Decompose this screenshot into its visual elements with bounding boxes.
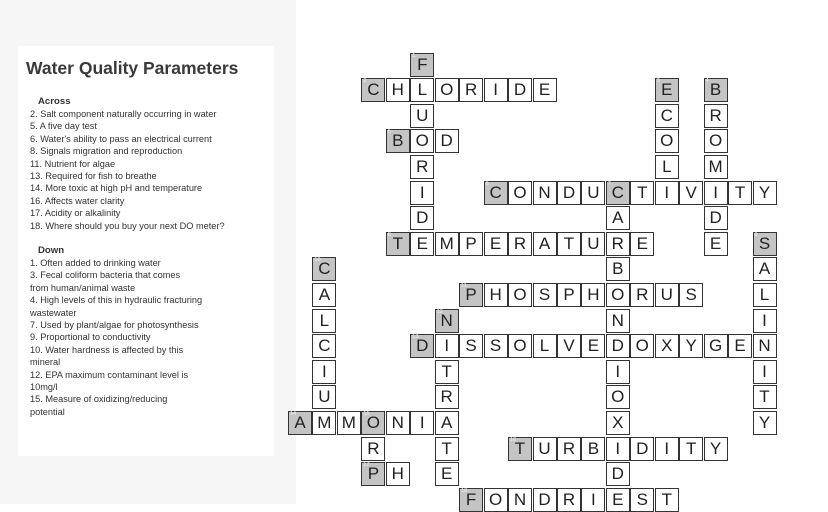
cell-letter: N: [538, 182, 551, 202]
cell-letter: C: [318, 336, 331, 356]
cell-letter: O: [660, 131, 674, 151]
cell-letter: D: [416, 336, 429, 356]
crossword-cell[interactable]: [484, 488, 508, 512]
across-clue: 2. Salt component naturally occurring in water: [30, 109, 217, 119]
crossword-cell[interactable]: [312, 334, 336, 358]
crossword-cell[interactable]: [508, 78, 532, 102]
cell-letter: E: [441, 464, 453, 484]
cell-letter: D: [562, 182, 576, 202]
crossword-cell[interactable]: [606, 385, 630, 409]
cell-letter: B: [587, 438, 600, 458]
crossword-cell[interactable]: [361, 411, 385, 435]
cell-letter: A: [294, 413, 306, 432]
crossword-cell[interactable]: [704, 129, 728, 153]
crossword-cell[interactable]: [557, 283, 581, 307]
crossword-cell[interactable]: [557, 181, 581, 205]
crossword-cell[interactable]: [410, 155, 434, 179]
cell-letter: N: [513, 489, 527, 509]
crossword-cell[interactable]: [484, 334, 508, 358]
crossword-cell[interactable]: [508, 437, 532, 461]
down-clue: 1. Often added to drinking water: [30, 258, 161, 268]
cell-letter: O: [488, 489, 503, 509]
crossword-cell[interactable]: [753, 360, 777, 384]
cell-letter: E: [636, 233, 648, 253]
cell-letter: I: [493, 80, 498, 100]
crossword-cell[interactable]: [459, 488, 483, 512]
cell-letter: R: [562, 489, 576, 509]
down-clue: 15. Measure of oxidizing/reducing potential: [30, 394, 168, 417]
crossword-cell[interactable]: [410, 104, 434, 128]
crossword-cell[interactable]: [288, 411, 312, 435]
clue-number: 3: [656, 78, 660, 85]
crossword-cell[interactable]: [753, 411, 777, 435]
crossword-cell[interactable]: [704, 206, 728, 230]
down-heading: Down: [38, 245, 65, 256]
cell-letter: V: [685, 182, 697, 202]
clue-number: 9: [754, 231, 758, 238]
crossword-cell[interactable]: [312, 309, 336, 333]
crossword-cell[interactable]: [312, 257, 336, 281]
cell-letter: P: [465, 233, 477, 253]
crossword-cell[interactable]: [655, 129, 679, 153]
crossword-cell[interactable]: [655, 104, 679, 128]
cell-letter: E: [734, 336, 746, 356]
cell-letter: X: [661, 336, 673, 356]
crossword-cell[interactable]: [606, 462, 630, 486]
crossword-cell[interactable]: [435, 232, 459, 256]
across-clue: 6. Water's ability to pass an electrical current: [30, 133, 212, 144]
crossword-cell[interactable]: [361, 437, 385, 461]
cell-letter: T: [441, 438, 452, 458]
cell-letter: M: [439, 233, 454, 253]
cell-letter: R: [611, 233, 624, 253]
cell-letter: U: [587, 182, 600, 202]
crossword-cell[interactable]: [655, 283, 679, 307]
cell-letter: I: [419, 413, 425, 432]
crossword-cell[interactable]: [410, 181, 434, 205]
crossword-cell[interactable]: [581, 181, 605, 205]
crossword-cell[interactable]: [679, 181, 703, 205]
crossword-cell[interactable]: [410, 206, 434, 230]
clue-number: 14: [290, 411, 297, 417]
across-clue: 8. Signals migration and reproduction: [30, 146, 183, 157]
crossword-cell[interactable]: [508, 488, 532, 512]
crossword-cell[interactable]: [459, 78, 483, 102]
cell-letter: V: [563, 336, 575, 356]
crossword-cell[interactable]: [361, 462, 385, 486]
crossword-cell[interactable]: [557, 488, 581, 512]
cell-letter: G: [708, 336, 723, 356]
crossword-cell[interactable]: [410, 334, 434, 358]
cell-letter: T: [734, 182, 746, 202]
across-clue: 16. Affects water clarity: [30, 195, 125, 206]
crossword-cell[interactable]: [630, 488, 654, 512]
crossword-cell[interactable]: [606, 488, 630, 512]
cell-letter: O: [611, 387, 625, 407]
crossword-cell[interactable]: [435, 437, 459, 461]
cell-letter: N: [611, 310, 624, 330]
cell-letter: B: [612, 259, 624, 279]
crossword-cell[interactable]: [410, 232, 434, 256]
crossword-cell[interactable]: [410, 78, 434, 102]
clue-number: 4: [705, 78, 709, 85]
cell-letter: N: [440, 310, 453, 330]
crossword-cell[interactable]: [704, 437, 728, 461]
crossword-cell[interactable]: [704, 155, 728, 179]
crossword-cell[interactable]: [386, 411, 410, 435]
crossword-cell[interactable]: [630, 283, 654, 307]
cell-letter: U: [416, 105, 429, 125]
crossword-cell[interactable]: [606, 411, 630, 435]
cell-letter: U: [318, 387, 331, 407]
cell-letter: O: [513, 182, 527, 202]
cell-letter: E: [612, 489, 624, 509]
crossword-cell[interactable]: [606, 257, 630, 281]
clue-number: 7: [607, 180, 611, 187]
crossword-cell[interactable]: [361, 78, 385, 102]
down-clue: 10. Water hardness is affected by this mineral: [30, 344, 184, 368]
crossword-cell[interactable]: [581, 334, 605, 358]
cell-letter: E: [416, 233, 428, 253]
crossword-cell[interactable]: [679, 437, 703, 461]
cell-letter: F: [465, 489, 477, 509]
crossword-cell[interactable]: [435, 129, 459, 153]
down-clue: 12. EPA maximum contaminant level is 10mg/l: [30, 369, 189, 393]
across-clue: 17. Acidity or alkalinity: [30, 208, 121, 219]
crossword-cell[interactable]: [484, 181, 508, 205]
cell-letter: H: [489, 285, 502, 304]
crossword-cell[interactable]: [459, 232, 483, 256]
cell-letter: U: [538, 438, 551, 458]
cell-letter: L: [319, 310, 330, 330]
clue-number: 17: [363, 462, 370, 469]
down-clue: 4. High levels of this in hydraulic fracturing wastewater: [30, 295, 203, 318]
crossword-cell[interactable]: [484, 232, 508, 256]
across-clue: 11. Nutrient for algae: [30, 158, 116, 169]
crossword-cell[interactable]: [435, 78, 459, 102]
cell-letter: C: [367, 80, 380, 100]
crossword-cell[interactable]: [753, 181, 777, 205]
cell-letter: F: [417, 54, 428, 74]
cell-letter: I: [591, 489, 596, 509]
cell-letter: M: [708, 157, 723, 176]
cell-letter: Y: [758, 413, 771, 432]
cell-letter: C: [660, 105, 673, 125]
cell-letter: P: [465, 285, 477, 304]
crossword-cell[interactable]: [312, 411, 336, 435]
crossword-cell[interactable]: [557, 232, 581, 256]
cell-letter: S: [465, 336, 477, 356]
cell-letter: D: [416, 208, 429, 228]
cell-letter: B: [709, 80, 722, 100]
cell-letter: O: [366, 413, 380, 432]
cell-letter: Y: [709, 438, 722, 458]
crossword-cell[interactable]: [753, 232, 777, 256]
cell-letter: D: [538, 489, 551, 509]
crossword-cell[interactable]: [435, 360, 459, 384]
down-clue: 9. Proportional to conductivity: [30, 332, 151, 343]
cell-letter: I: [762, 310, 767, 330]
crossword-cell[interactable]: [655, 334, 679, 358]
cell-letter: S: [538, 285, 551, 304]
cell-letter: N: [391, 413, 404, 432]
crossword-cell[interactable]: [533, 334, 557, 358]
cell-letter: Y: [758, 182, 771, 202]
crossword-cell[interactable]: [581, 488, 605, 512]
cell-letter: M: [341, 413, 356, 432]
cell-letter: D: [709, 208, 722, 228]
crossword-cell[interactable]: [533, 488, 557, 512]
cell-letter: D: [513, 80, 527, 100]
cell-letter: N: [758, 336, 771, 356]
crossword-cell[interactable]: [704, 78, 728, 102]
crossword-cell[interactable]: [435, 411, 459, 435]
crossword-cell[interactable]: [435, 462, 459, 486]
crossword-cell[interactable]: [435, 385, 459, 409]
cell-letter: L: [417, 80, 428, 100]
crossword-cell[interactable]: [581, 232, 605, 256]
crossword-cell[interactable]: [533, 283, 557, 307]
crossword-cell[interactable]: [508, 283, 532, 307]
cell-letter: E: [587, 336, 600, 356]
cell-letter: S: [685, 285, 697, 304]
crossword-cell[interactable]: [630, 232, 654, 256]
cell-letter: A: [441, 413, 453, 432]
clue-number: 1: [412, 52, 416, 59]
cell-letter: E: [489, 233, 502, 253]
cell-letter: D: [440, 131, 453, 151]
crossword-cell[interactable]: [508, 232, 532, 256]
crossword-cell[interactable]: [533, 181, 557, 205]
down-clue: 3. Fecal coliform bacteria that comes from human/animal waste: [30, 270, 181, 293]
crossword-cell[interactable]: [606, 206, 630, 230]
cell-letter: O: [415, 131, 429, 151]
across-clue: 18. Where should you buy your next DO meter?: [30, 220, 225, 231]
crossword-cell[interactable]: [655, 437, 679, 461]
cell-letter: R: [636, 285, 649, 304]
clue-number: 5: [387, 129, 391, 136]
crossword-cell[interactable]: [386, 129, 410, 153]
cell-letter: L: [539, 336, 550, 356]
cell-letter: U: [587, 233, 600, 253]
cell-letter: I: [713, 182, 718, 202]
cell-letter: H: [587, 285, 600, 304]
crossword-cell[interactable]: [508, 334, 532, 358]
crossword-cell[interactable]: [484, 283, 508, 307]
cell-letter: R: [562, 438, 576, 458]
cell-letter: R: [709, 105, 722, 125]
crossword-cell[interactable]: [753, 257, 777, 281]
cell-letter: L: [759, 285, 770, 304]
crossword-cell[interactable]: [679, 283, 703, 307]
crossword-cell[interactable]: [557, 334, 581, 358]
down-clue: 7. Used by plant/algae for photosynthesis: [30, 320, 199, 331]
cell-letter: I: [664, 182, 670, 202]
cell-letter: O: [635, 336, 649, 356]
cell-letter: T: [661, 489, 672, 509]
crossword-cell[interactable]: [606, 334, 630, 358]
cell-letter: O: [513, 336, 527, 356]
cell-letter: E: [538, 80, 551, 100]
cell-letter: R: [513, 233, 527, 253]
crossword-cell[interactable]: [581, 283, 605, 307]
crossword-cell[interactable]: [728, 181, 752, 205]
cell-letter: L: [662, 157, 672, 176]
clue-number: 15: [363, 411, 370, 417]
crossword-cell[interactable]: [508, 181, 532, 205]
cell-letter: Y: [685, 336, 697, 356]
cell-letter: S: [636, 489, 648, 509]
crossword-cell[interactable]: [753, 283, 777, 307]
crossword-cell[interactable]: [606, 232, 630, 256]
cell-letter: E: [661, 80, 673, 100]
crossword-cell[interactable]: [410, 129, 434, 153]
crossword-cell[interactable]: [630, 334, 654, 358]
crossword-cell[interactable]: [630, 181, 654, 205]
cell-letter: P: [563, 285, 575, 304]
crossword-cell[interactable]: [679, 334, 703, 358]
cell-letter: H: [391, 80, 404, 100]
crossword-cell[interactable]: [312, 283, 336, 307]
crossword-cell[interactable]: [533, 78, 557, 102]
page-title: Water Quality Parameters: [26, 58, 239, 78]
cell-letter: D: [611, 464, 624, 484]
clue-number: 10: [314, 257, 321, 264]
cell-letter: S: [489, 336, 502, 356]
cell-letter: B: [392, 131, 404, 151]
cell-letter: I: [615, 438, 621, 458]
crossword-cell[interactable]: [459, 334, 483, 358]
cell-letter: R: [367, 438, 380, 458]
cell-letter: T: [563, 233, 575, 253]
cell-letter: M: [317, 413, 332, 432]
cell-letter: T: [759, 387, 770, 407]
cell-letter: O: [708, 131, 723, 151]
crossword-cell[interactable]: [606, 360, 630, 384]
cell-letter: H: [391, 464, 404, 484]
cell-letter: T: [441, 361, 452, 381]
crossword-cell[interactable]: [557, 437, 581, 461]
crossword-cell[interactable]: [704, 334, 728, 358]
cell-letter: R: [464, 80, 478, 100]
crossword-cell[interactable]: [410, 53, 434, 77]
crossword-cell[interactable]: [704, 232, 728, 256]
crossword-cell[interactable]: [312, 385, 336, 409]
crossword-cell[interactable]: [753, 334, 777, 358]
crossword-cell[interactable]: [386, 78, 410, 102]
crossword-cell[interactable]: [435, 309, 459, 333]
cell-letter: R: [416, 157, 429, 176]
crossword-cell[interactable]: [704, 104, 728, 128]
crossword-cell[interactable]: [386, 232, 410, 256]
cell-letter: D: [611, 336, 624, 356]
cell-letter: T: [514, 438, 526, 458]
cell-letter: D: [636, 438, 649, 458]
across-heading: Across: [38, 96, 71, 107]
crossword-cell[interactable]: [655, 155, 679, 179]
cell-letter: I: [419, 182, 425, 202]
across-clue: 13. Required for fish to breathe: [30, 171, 157, 182]
clue-number: 18: [461, 487, 468, 494]
crossword-cell[interactable]: [655, 181, 679, 205]
crossword-cell[interactable]: [581, 437, 605, 461]
cell-letter: C: [318, 259, 331, 279]
crossword-cell[interactable]: [606, 283, 630, 307]
crossword-cell[interactable]: [533, 232, 557, 256]
cell-letter: E: [709, 233, 722, 253]
crossword-cell[interactable]: [435, 334, 459, 358]
clue-number: 13: [412, 334, 419, 341]
cell-letter: I: [664, 438, 670, 458]
cell-letter: I: [444, 336, 450, 356]
cell-letter: R: [440, 387, 453, 407]
cell-letter: I: [322, 361, 327, 381]
cell-letter: T: [637, 182, 648, 202]
clue-number: 11: [461, 283, 467, 289]
cell-letter: C: [489, 182, 502, 202]
crossword-cell[interactable]: [606, 309, 630, 333]
clue-number: 6: [485, 180, 489, 187]
clue-number: 2: [363, 78, 367, 85]
crossword-cell[interactable]: [655, 78, 679, 102]
cell-letter: A: [612, 208, 624, 228]
crossword-cell[interactable]: [459, 283, 483, 307]
across-clue: 5. A five day test: [30, 121, 97, 132]
crossword-cell[interactable]: [337, 411, 361, 435]
cell-letter: T: [685, 438, 697, 458]
crossword-cell[interactable]: [630, 437, 654, 461]
across-clue: 14. More toxic at high pH and temperature: [30, 183, 203, 194]
cell-letter: I: [762, 361, 767, 381]
cell-letter: O: [513, 285, 527, 304]
crossword-cell[interactable]: [410, 411, 434, 435]
cell-letter: I: [615, 361, 621, 381]
crossword-cell[interactable]: [753, 385, 777, 409]
crossword-cell[interactable]: [704, 181, 728, 205]
crossword-cell[interactable]: [533, 437, 557, 461]
crossword-cell[interactable]: [753, 309, 777, 333]
crossword-cell[interactable]: [386, 462, 410, 486]
cell-letter: C: [611, 182, 624, 202]
cell-letter: O: [611, 285, 625, 304]
cell-letter: A: [538, 233, 551, 253]
crossword-cell[interactable]: [484, 78, 508, 102]
crossword-cell[interactable]: [606, 437, 630, 461]
crossword-cell[interactable]: [606, 181, 630, 205]
cell-letter: A: [758, 259, 771, 279]
crossword-cell[interactable]: [728, 334, 752, 358]
cell-letter: T: [392, 233, 403, 253]
cell-letter: A: [318, 285, 331, 304]
clue-number: 16: [510, 436, 517, 443]
cell-letter: S: [758, 233, 771, 253]
cell-letter: P: [367, 464, 380, 484]
crossword-cell[interactable]: [655, 488, 679, 512]
cell-letter: U: [660, 285, 673, 304]
clue-number: 8: [387, 231, 391, 238]
clue-number: 12: [436, 308, 443, 315]
cell-letter: O: [440, 80, 454, 100]
cell-letter: X: [612, 413, 624, 432]
crossword-cell[interactable]: [312, 360, 336, 384]
